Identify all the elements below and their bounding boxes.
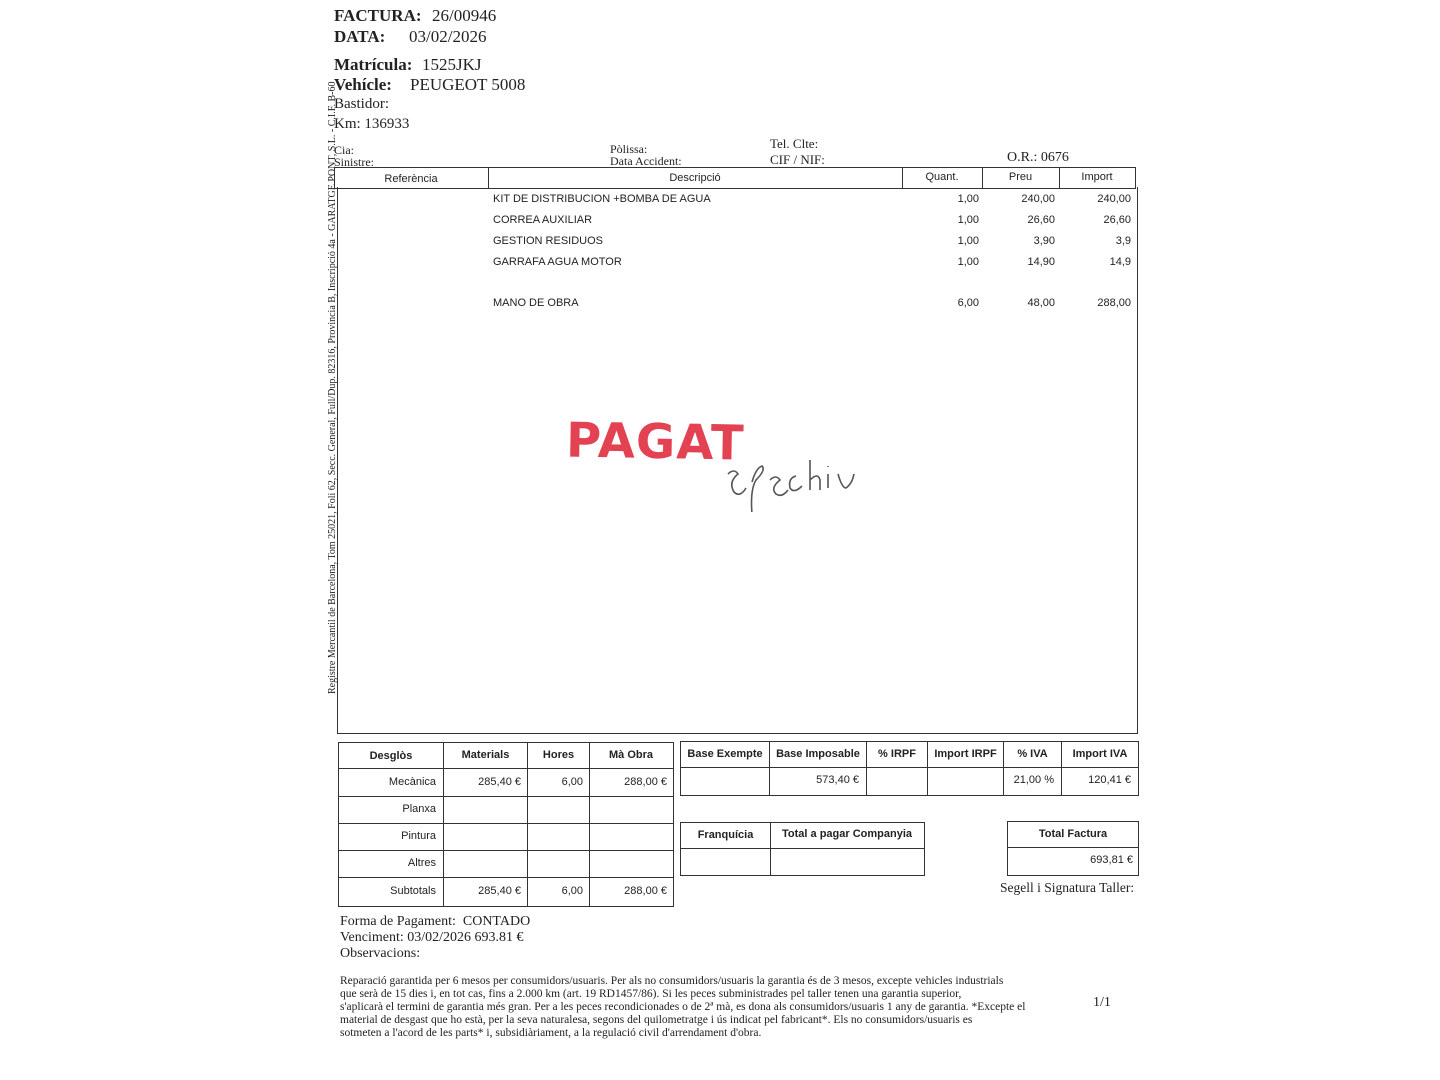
footer-line: s'aplicarà el termini de garantia més gran. Per a les peces recondicionades o de 2ª mà, es dona als consumidors/usuaris 1 any de garantia. *Excepte el [340,1001,1026,1013]
matricula-value: 1525JKJ [422,55,482,74]
col-import: Import [1081,171,1113,183]
matricula-label: Matrícula: [334,55,413,74]
tax-col-header: Import IRPF [934,748,997,760]
km-label: Km: [334,116,361,132]
tax-col-header: % IVA [1017,748,1048,760]
breakdown-ma-obra: 288,00 € [624,885,667,897]
item-qty: 1,00 [957,193,979,205]
km-value: 136933 [364,116,410,132]
vehicle-line [334,75,525,95]
item-price: 240,00 [1021,193,1055,205]
col-preu: Preu [1008,171,1033,183]
footer-line: Reparació garantida per 6 mesos per consumidors/usuaris. Per als no consumidors/usuaris la garantia és de 3 mesos, excepte vehicles industrials [340,975,1004,987]
footer-line: que serà de 15 dies i, en tot cas, fins a 2.000 km (art. 19 RD1457/86). Si les peces subministrades pel taller tenen una garantia superior, [340,988,962,1000]
footer-line: sotmeten a l'acord de les parts* i, subsidiàriament, a la regulació civil d'arrendament d'obra. [340,1027,762,1039]
invoice-date-line [334,27,486,47]
plate-line [334,55,482,75]
cif-label: CIF / NIF: [770,152,825,167]
breakdown-col-ma-obra: Mà Obra [608,749,653,761]
item-qty: 1,00 [957,214,979,226]
data-label: DATA: [334,27,386,46]
registry-side-text: Registre Mercantil de Barcelona, Tom 25021, Foli 62, Secc. General, Full/Dup. 82316, Provincia B, Inscripció 4a - GARATGE PONT, S.L. - C.I.F. B-60 [327,81,338,694]
tax-col-header: Base Exempte [687,748,763,760]
total-invoice-label: Total Factura [1038,828,1108,840]
or-label: O.R.: [1007,150,1038,165]
item-import: 26,60 [1103,214,1131,226]
col-descripcio: Descripció [669,172,721,184]
footer-line: material de desgast que ho està, per la seva naturalesa, segons del quilometratge i ús indicat pel fabricant*. Els no consumidors/usuaris es [340,1014,973,1026]
item-desc: CORREA AUXILIAR [493,214,593,226]
tax-col-header: Base Imposable [776,748,860,760]
tax-value: 120,41 € [1088,774,1131,786]
vehicle-label: Vehícle: [334,75,392,94]
tax-col-header: % IRPF [878,748,916,760]
breakdown-ma-obra: 288,00 € [624,776,667,788]
breakdown-hores: 6,00 [561,776,583,788]
item-import: 3,9 [1115,235,1131,247]
tel-label: Tel. Clte: [770,136,819,151]
col-referencia: Referència [384,173,438,185]
item-desc: GARRAFA AGUA MOTOR [493,256,622,268]
breakdown-label: Mecànica [388,776,436,788]
tax-value: 21,00 % [1013,774,1054,786]
factura-label: FACTURA: [334,6,422,25]
observations-label: Observacions: [340,946,421,961]
breakdown-label: Subtotals [390,885,436,897]
item-qty: 6,00 [957,297,979,309]
handwritten-efectiu-icon [722,452,872,512]
item-price: 26,60 [1027,214,1055,226]
bastidor-label: Bastidor: [334,96,389,112]
factura-value: 26/00946 [432,6,497,25]
sinistre-label: Sinistre: [334,155,375,169]
col-total-companyia: Total a pagar Companyia [782,828,912,840]
due-date-line: Venciment: 03/02/2026 693.81 € [340,930,524,945]
payment-method-line [340,914,530,930]
breakdown-table [338,742,674,907]
breakdown-col-materials: Materials [461,749,510,761]
tax-value: 573,40 € [816,774,859,786]
breakdown-col-hores: Hores [542,749,575,761]
workshop-signature-label: Segell i Signatura Taller: [1000,880,1135,895]
item-import: 240,00 [1097,193,1131,205]
vehicle-value: PEUGEOT 5008 [410,75,526,94]
breakdown-label: Altres [407,857,436,869]
col-franquicia: Franquícia [697,829,754,841]
payment-method-label: Forma de Pagament: [340,914,456,929]
data-value: 03/02/2026 [409,27,487,46]
col-quant: Quant. [925,171,959,183]
page-number: 1/1 [1093,995,1111,1010]
breakdown-hores: 6,00 [561,885,583,897]
payment-method-value: CONTADO [462,914,531,929]
breakdown-materials: 285,40 € [478,776,521,788]
cia-label: Cia: [334,143,354,157]
item-price: 14,90 [1027,256,1055,268]
or-value: 0676 [1040,150,1069,165]
item-price: 48,00 [1027,297,1055,309]
item-import: 288,00 [1097,297,1131,309]
data-accident-label: Data Accident: [610,154,682,168]
item-import: 14,9 [1109,256,1131,268]
or-line [1007,150,1069,166]
item-desc: GESTION RESIDUOS [493,235,604,247]
item-price: 3,90 [1033,235,1055,247]
km-line [334,116,409,133]
item-qty: 1,00 [957,235,979,247]
polissa-label: Pòlissa: [610,142,648,156]
item-desc: KIT DE DISTRIBUCION +BOMBA DE AGUA [493,193,711,205]
invoice-number-line [334,6,496,26]
breakdown-label: Planxa [402,803,436,815]
item-desc: MANO DE OBRA [493,297,579,309]
paid-stamp: PAGAT [565,412,745,472]
breakdown-label: Pintura [401,830,436,842]
warranty-footer [340,975,1100,1040]
breakdown-col-desglos: Desglòs [369,750,413,762]
item-qty: 1,00 [957,256,979,268]
breakdown-materials: 285,40 € [478,885,521,897]
total-invoice-value: 693,81 € [1090,854,1133,866]
tax-col-header: Import IVA [1072,748,1128,760]
